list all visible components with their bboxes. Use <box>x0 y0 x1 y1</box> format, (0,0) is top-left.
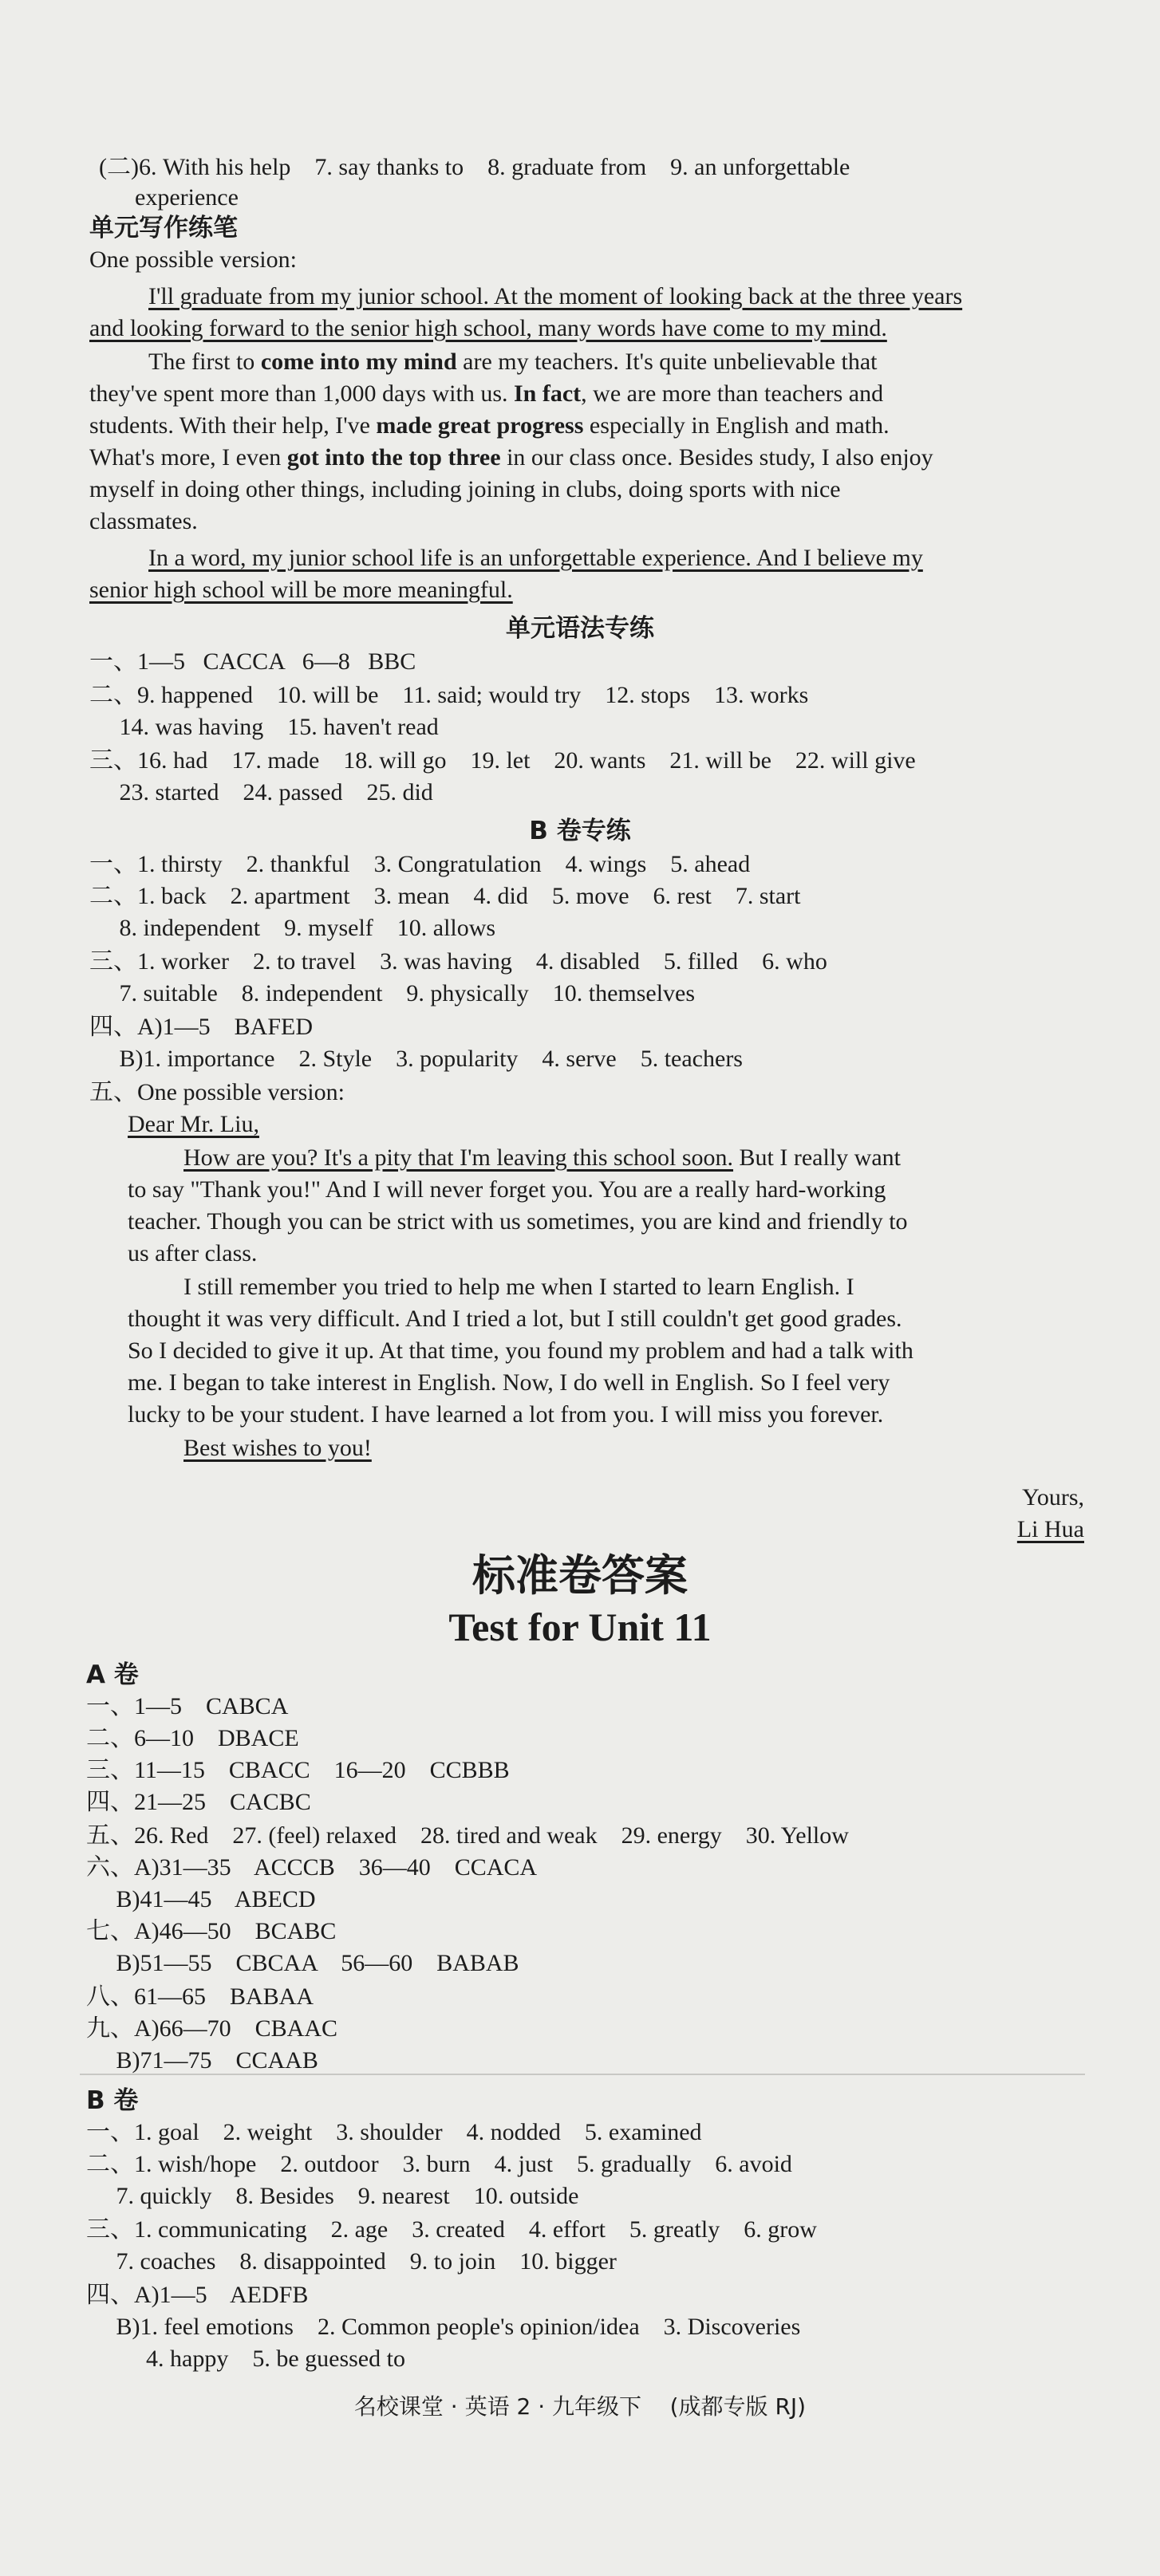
text-line: 四、21—25 CACBC <box>86 1789 311 1815</box>
text-line: 三、1. communicating 2. age 3. created 4. effort 5. greatly 6. grow <box>86 2216 817 2243</box>
text-line: 7. coaches 8. disappointed 9. to join 10. bigger <box>86 2248 617 2275</box>
text-line: Dear Mr. Liu, <box>128 1111 259 1137</box>
text-line: 名校课堂 · 英语 2 · 九年级下 (成都专版 RJ) <box>353 2393 807 2420</box>
text-line: 二、6—10 DBACE <box>86 1725 299 1751</box>
text-line: 标准卷答案 <box>472 1552 688 1600</box>
text-line: 8. independent 9. myself 10. allows <box>89 915 496 941</box>
text-line: B 卷专练 <box>529 817 631 845</box>
text-line: I'll graduate from my junior school. At the moment of looking back at the three years <box>148 283 963 309</box>
text-line: 7. quickly 8. Besides 9. nearest 10. outside <box>86 2183 579 2209</box>
text-line: 一、1. thirsty 2. thankful 3. Congratulation 4. wings 5. ahead <box>89 851 751 877</box>
text-line: B)1. feel emotions 2. Common people's opinion/idea 3. Discoveries <box>86 2314 801 2340</box>
text-line: 23. started 24. passed 25. did <box>89 779 433 805</box>
text-line: 九、A)66—70 CBAAC <box>86 2015 338 2042</box>
text-line: The first to come into my mind are my teachers. It's quite unbelievable that <box>148 349 878 375</box>
text-line: 二、1. back 2. apartment 3. mean 4. did 5. move 6. rest 7. start <box>89 883 801 909</box>
text-line: 一、1. goal 2. weight 3. shoulder 4. nodded 5. examined <box>86 2119 702 2145</box>
text-line: 三、1. worker 2. to travel 3. was having 4. disabled 5. filled 6. who <box>89 948 827 975</box>
text-line: B)71—75 CCAAB <box>86 2047 318 2074</box>
text-line: (二)6. With his help 7. say thanks to 8. graduate from 9. an unforgettable <box>99 154 850 180</box>
text-line: lucky to be your student. I have learned a lot from you. I will miss you forever. <box>128 1401 884 1428</box>
text-line: 三、11—15 CBACC 16—20 CCBBB <box>86 1757 510 1783</box>
text-line: How are you? It's a pity that I'm leaving this school soon. But I really want <box>183 1144 901 1171</box>
text-line: classmates. <box>89 508 198 534</box>
text-line: 7. suitable 8. independent 9. physically 10. themselves <box>89 980 696 1006</box>
section-divider <box>80 2074 1085 2075</box>
text-line: So I decided to give it up. At that time, you found my problem and had a talk with <box>128 1337 913 1364</box>
text-line: us after class. <box>128 1240 258 1266</box>
text-line: experience <box>99 184 239 211</box>
text-line: 三、16. had 17. made 18. will go 19. let 20. wants 21. will be 22. will give <box>89 747 916 774</box>
text-line: and looking forward to the senior high school, many words have come to my mind. <box>89 315 887 341</box>
text-line: B)41—45 ABECD <box>86 1886 316 1912</box>
text-line: 五、26. Red 27. (feel) relaxed 28. tired and weak 29. energy 30. Yellow <box>86 1822 849 1849</box>
text-line: 14. was having 15. haven't read <box>89 714 439 740</box>
text-line: thought it was very difficult. And I tried a lot, but I still couldn't get good grades. <box>128 1306 902 1332</box>
text-line: A 卷 <box>86 1660 139 1689</box>
text-line: Test for Unit 11 <box>448 1605 712 1649</box>
text-line: 七、A)46—50 BCABC <box>86 1918 337 1944</box>
text-line: 八、61—65 BABAA <box>86 1983 314 2010</box>
text-line: to say "Thank you!" And I will never forget you. You are a really hard-working <box>128 1176 886 1203</box>
text-line: B)51—55 CBCAA 56—60 BABAB <box>86 1950 519 1976</box>
text-line: they've spent more than 1,000 days with us. In fact, we are more than teachers and <box>89 380 884 407</box>
text-line: 单元写作练笔 <box>89 214 238 242</box>
text-line: What's more, I even got into the top three in our class once. Besides study, I also enjoy <box>89 444 933 471</box>
text-line: Best wishes to you! <box>183 1435 372 1461</box>
text-line: 四、A)1—5 BAFED <box>89 1014 314 1040</box>
text-line: 一、1—5 CACCA 6—8 BBC <box>89 648 416 675</box>
text-line: 单元语法专练 <box>506 614 654 643</box>
text-line: 五、One possible version: <box>89 1079 345 1105</box>
text-line: me. I began to take interest in English. Now, I do well in English. So I feel very <box>128 1369 890 1396</box>
text-line: B 卷 <box>86 2086 139 2115</box>
text-line: I still remember you tried to help me when I started to learn English. I <box>183 1274 854 1300</box>
text-line: teacher. Though you can be strict with us sometimes, you are kind and friendly to <box>128 1208 908 1235</box>
text-line: students. With their help, I've made great progress especially in English and math. <box>89 412 890 439</box>
text-line: senior high school will be more meaningful. <box>89 577 513 603</box>
text-line: 一、1—5 CABCA <box>86 1693 289 1719</box>
text-line: 二、9. happened 10. will be 11. said; would try 12. stops 13. works <box>89 682 809 708</box>
text-line: myself in doing other things, including joining in clubs, doing sports with nice <box>89 476 841 502</box>
text-line: 六、A)31—35 ACCCB 36—40 CCACA <box>86 1854 538 1881</box>
text-line: Li Hua <box>1016 1516 1084 1542</box>
text-line: 4. happy 5. be guessed to <box>86 2346 405 2372</box>
text-line: 二、1. wish/hope 2. outdoor 3. burn 4. just 5. gradually 6. avoid <box>86 2151 792 2177</box>
text-line: One possible version: <box>89 246 297 273</box>
text-line: Yours, <box>1022 1484 1084 1511</box>
text-line: B)1. importance 2. Style 3. popularity 4. serve 5. teachers <box>89 1046 743 1072</box>
text-line: In a word, my junior school life is an unforgettable experience. And I believe my <box>148 545 923 571</box>
text-line: 四、A)1—5 AEDFB <box>86 2282 309 2308</box>
